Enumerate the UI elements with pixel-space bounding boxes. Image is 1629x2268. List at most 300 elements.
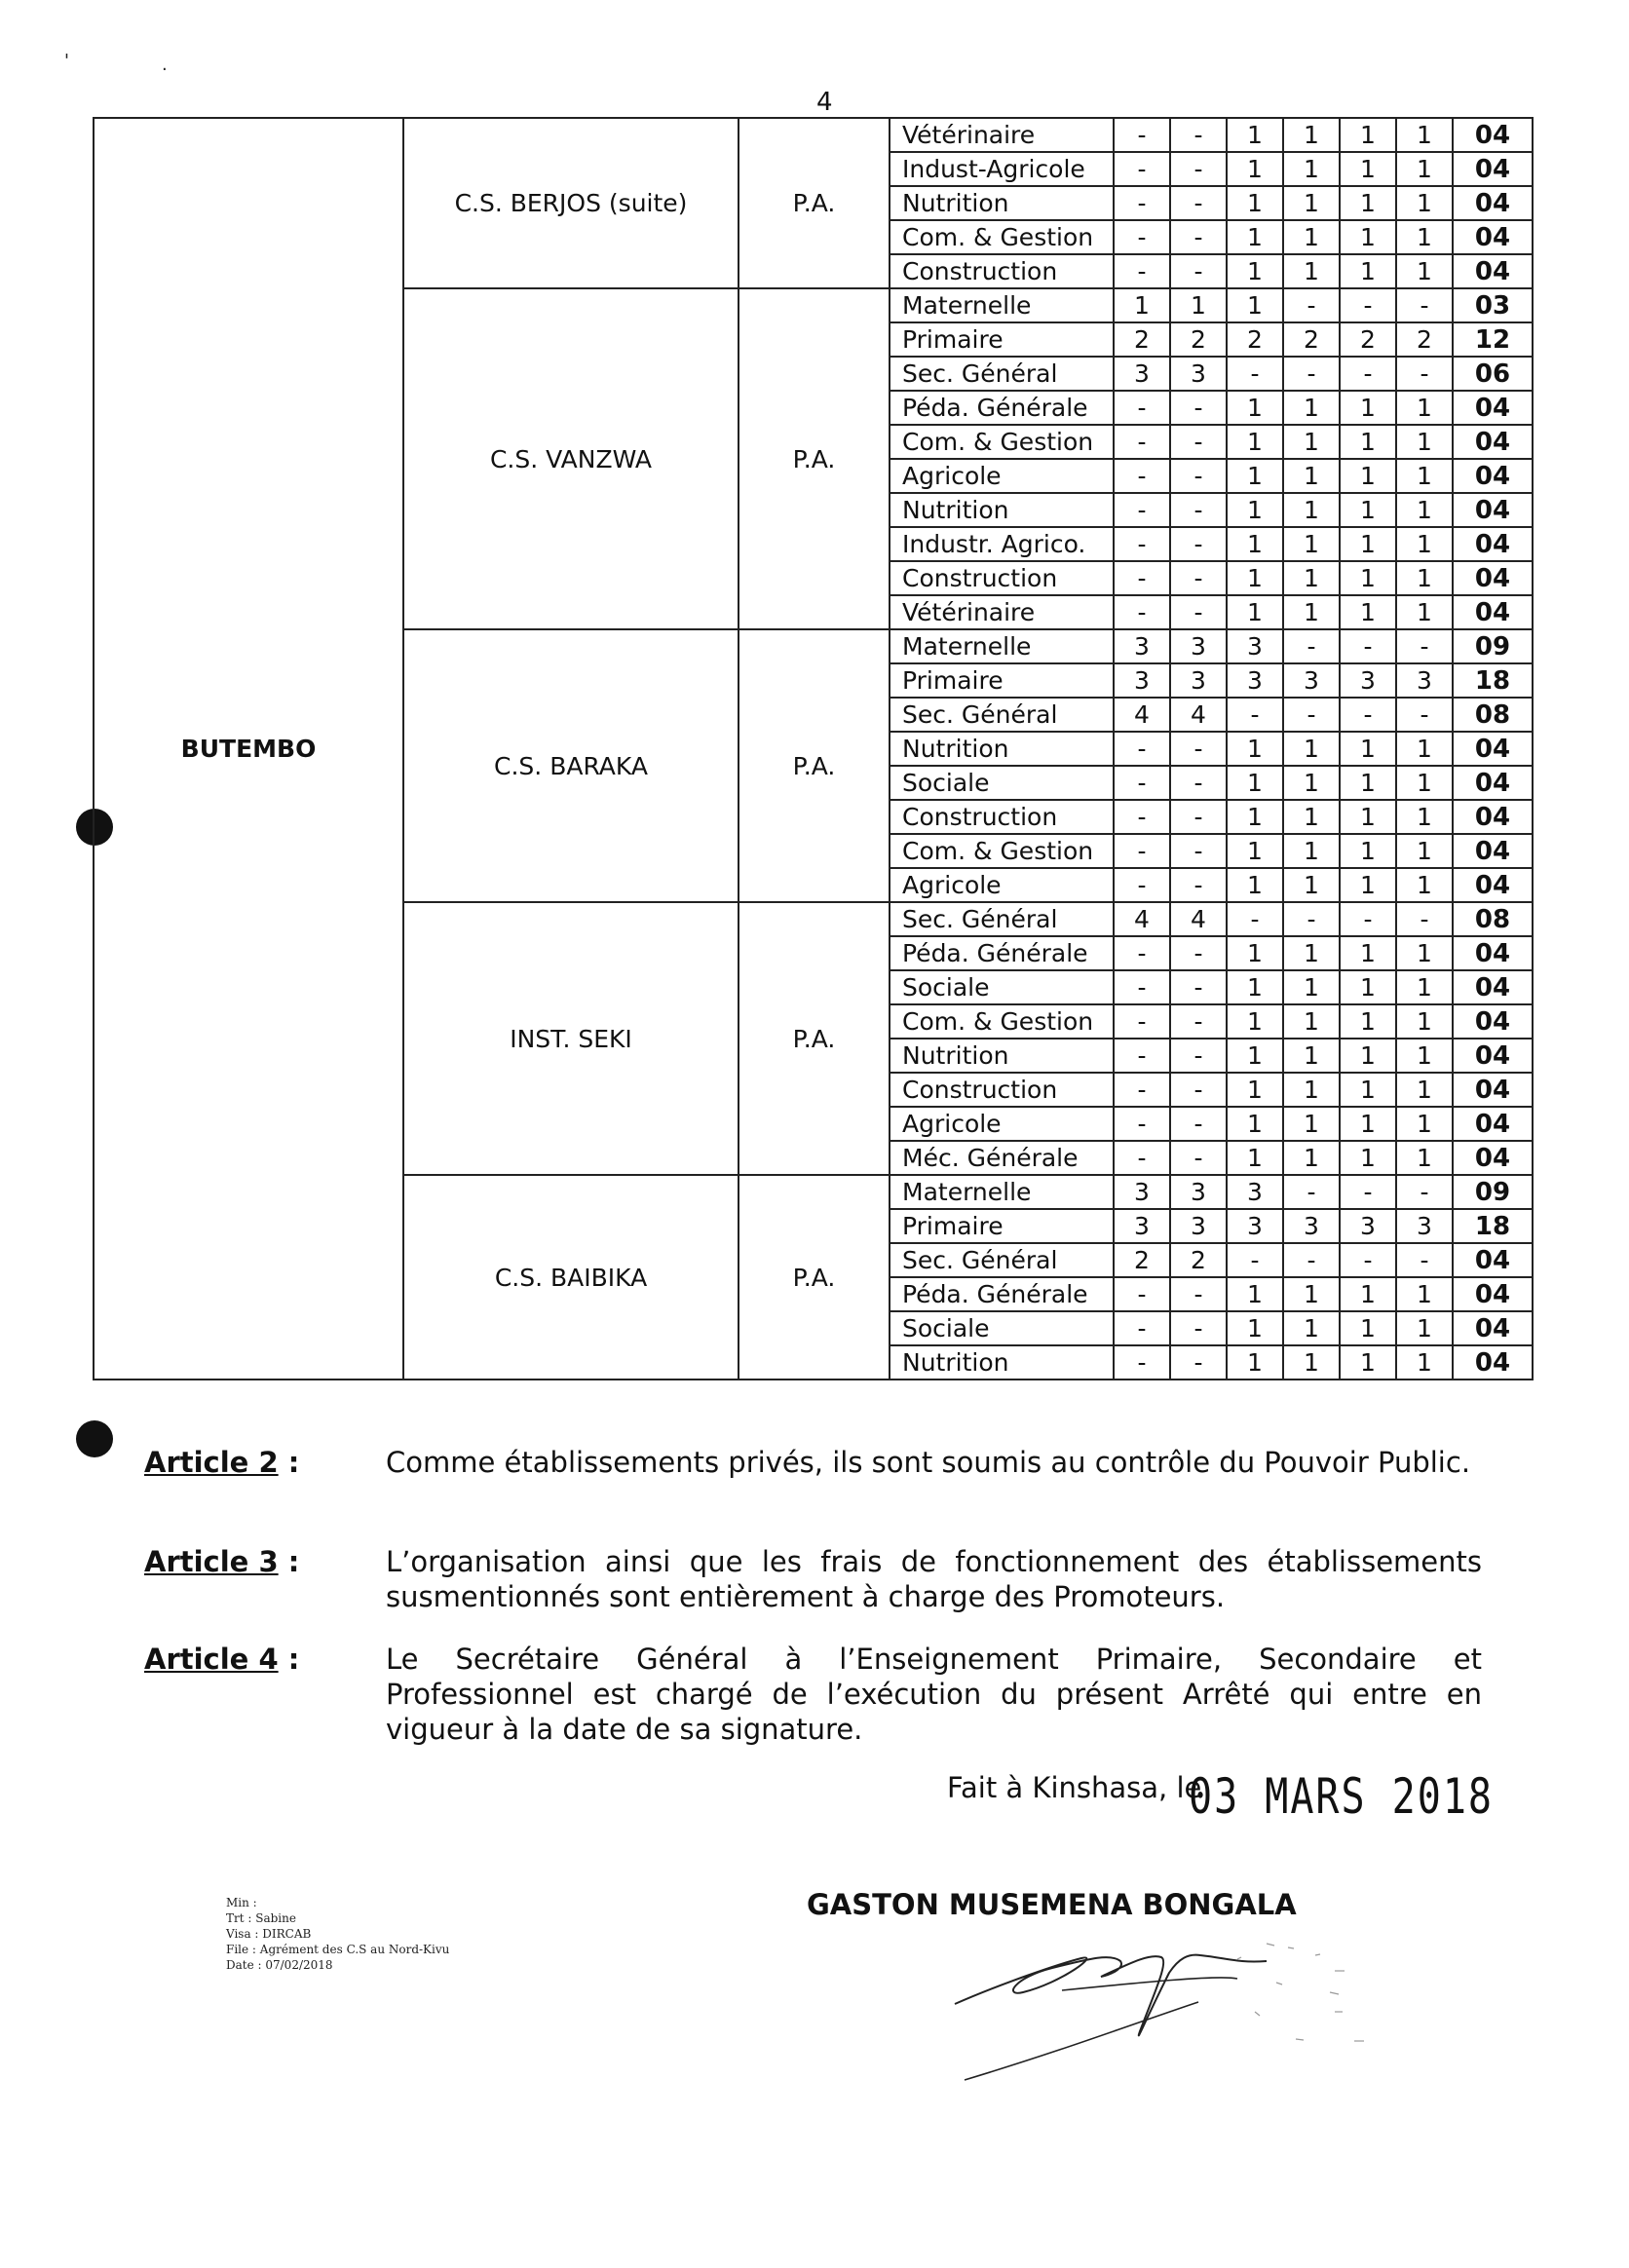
class-count-cell: - xyxy=(1114,425,1170,459)
class-count-cell: 1 xyxy=(1340,493,1396,527)
class-count-cell: 4 xyxy=(1170,698,1227,732)
class-count-cell: 1 xyxy=(1340,254,1396,288)
school-regime: P.A. xyxy=(739,118,890,288)
class-count-cell: 1 xyxy=(1396,459,1453,493)
class-count-cell: - xyxy=(1114,1311,1170,1345)
class-count-cell: 1 xyxy=(1283,254,1340,288)
school-regime: P.A. xyxy=(739,288,890,629)
class-count-cell: - xyxy=(1114,118,1170,152)
class-count-cell: 1 xyxy=(1340,186,1396,220)
class-count-cell: - xyxy=(1114,1345,1170,1380)
class-count-cell: 3 xyxy=(1396,1209,1453,1243)
class-count-cell: 1 xyxy=(1340,1039,1396,1073)
class-count-cell: 1 xyxy=(1340,1073,1396,1107)
section-name: Primaire xyxy=(890,1209,1114,1243)
class-count-cell: - xyxy=(1170,425,1227,459)
class-count-cell: - xyxy=(1340,698,1396,732)
class-count-cell: - xyxy=(1170,732,1227,766)
class-count-cell: 3 xyxy=(1170,357,1227,391)
total-cell: 09 xyxy=(1453,629,1533,663)
class-count-cell: - xyxy=(1170,936,1227,970)
class-count-cell: - xyxy=(1340,902,1396,936)
total-cell: 04 xyxy=(1453,459,1533,493)
class-count-cell: - xyxy=(1227,698,1283,732)
class-count-cell: 1 xyxy=(1283,391,1340,425)
class-count-cell: 1 xyxy=(1340,936,1396,970)
class-count-cell: - xyxy=(1170,220,1227,254)
section-name: Maternelle xyxy=(890,1175,1114,1209)
class-count-cell: 1 xyxy=(1340,1004,1396,1039)
section-name: Construction xyxy=(890,254,1114,288)
class-count-cell: - xyxy=(1283,698,1340,732)
class-count-cell: 1 xyxy=(1396,800,1453,834)
page-number: 4 xyxy=(816,88,833,117)
total-cell: 04 xyxy=(1453,834,1533,868)
class-count-cell: 1 xyxy=(1283,220,1340,254)
section-name: Primaire xyxy=(890,322,1114,357)
class-count-cell: 1 xyxy=(1227,493,1283,527)
footer-line: Visa : DIRCAB xyxy=(226,1927,312,1941)
class-count-cell: - xyxy=(1170,493,1227,527)
total-cell: 04 xyxy=(1453,732,1533,766)
class-count-cell: 1 xyxy=(1227,425,1283,459)
section-name: Construction xyxy=(890,800,1114,834)
class-count-cell: 1 xyxy=(1396,1004,1453,1039)
class-count-cell: - xyxy=(1170,1004,1227,1039)
section-name: Com. & Gestion xyxy=(890,425,1114,459)
class-count-cell: 3 xyxy=(1114,357,1170,391)
section-name: Sec. Général xyxy=(890,1243,1114,1277)
class-count-cell: 1 xyxy=(1227,118,1283,152)
section-name: Nutrition xyxy=(890,493,1114,527)
scan-mark: . xyxy=(162,55,168,75)
class-count-cell: - xyxy=(1170,970,1227,1004)
class-count-cell: 1 xyxy=(1396,936,1453,970)
class-count-cell: - xyxy=(1340,1175,1396,1209)
class-count-cell: 3 xyxy=(1227,629,1283,663)
class-count-cell: 1 xyxy=(1283,1107,1340,1141)
class-count-cell: - xyxy=(1227,1243,1283,1277)
class-count-cell: - xyxy=(1396,357,1453,391)
total-cell: 04 xyxy=(1453,425,1533,459)
signer-name: GASTON MUSEMENA BONGALA xyxy=(807,1888,1297,1921)
school-name: C.S. BARAKA xyxy=(403,629,739,902)
class-count-cell: - xyxy=(1396,629,1453,663)
class-count-cell: - xyxy=(1170,800,1227,834)
class-count-cell: - xyxy=(1114,1277,1170,1311)
class-count-cell: 1 xyxy=(1283,1073,1340,1107)
class-count-cell: 2 xyxy=(1170,1243,1227,1277)
section-name: Sociale xyxy=(890,970,1114,1004)
class-count-cell: - xyxy=(1283,902,1340,936)
class-count-cell: 1 xyxy=(1227,834,1283,868)
total-cell: 04 xyxy=(1453,186,1533,220)
class-count-cell: 3 xyxy=(1396,663,1453,698)
class-count-cell: 1 xyxy=(1396,220,1453,254)
class-count-cell: 1 xyxy=(1283,118,1340,152)
class-count-cell: 1 xyxy=(1170,288,1227,322)
total-cell: 04 xyxy=(1453,868,1533,902)
class-count-cell: - xyxy=(1114,493,1170,527)
class-count-cell: 1 xyxy=(1396,868,1453,902)
class-count-cell: 1 xyxy=(1340,800,1396,834)
total-cell: 04 xyxy=(1453,1107,1533,1141)
class-count-cell: 1 xyxy=(1396,493,1453,527)
class-count-cell: 1 xyxy=(1227,1141,1283,1175)
stamp-trace xyxy=(1237,1944,1364,2041)
class-count-cell: 2 xyxy=(1170,322,1227,357)
total-cell: 04 xyxy=(1453,936,1533,970)
class-count-cell: 3 xyxy=(1227,1209,1283,1243)
class-count-cell: 1 xyxy=(1283,459,1340,493)
total-cell: 04 xyxy=(1453,391,1533,425)
section-name: Sec. Général xyxy=(890,357,1114,391)
class-count-cell: - xyxy=(1170,868,1227,902)
class-count-cell: 1 xyxy=(1283,732,1340,766)
total-cell: 04 xyxy=(1453,595,1533,629)
class-count-cell: 1 xyxy=(1396,1311,1453,1345)
class-count-cell: 1 xyxy=(1227,1277,1283,1311)
total-cell: 08 xyxy=(1453,698,1533,732)
section-name: Construction xyxy=(890,1073,1114,1107)
class-count-cell: 1 xyxy=(1396,595,1453,629)
total-cell: 06 xyxy=(1453,357,1533,391)
section-name: Sec. Général xyxy=(890,698,1114,732)
class-count-cell: - xyxy=(1114,186,1170,220)
class-count-cell: 1 xyxy=(1340,1141,1396,1175)
class-count-cell: - xyxy=(1114,220,1170,254)
class-count-cell: - xyxy=(1114,254,1170,288)
class-count-cell: 1 xyxy=(1396,1073,1453,1107)
section-name: Nutrition xyxy=(890,1039,1114,1073)
class-count-cell: 3 xyxy=(1227,663,1283,698)
article-label: Article 2 : xyxy=(144,1446,300,1479)
total-cell: 03 xyxy=(1453,288,1533,322)
class-count-cell: 1 xyxy=(1227,152,1283,186)
school-regime: P.A. xyxy=(739,1175,890,1380)
class-count-cell: 1 xyxy=(1283,868,1340,902)
class-count-cell: 1 xyxy=(1227,561,1283,595)
class-count-cell: 1 xyxy=(1340,1107,1396,1141)
total-cell: 04 xyxy=(1453,254,1533,288)
section-name: Primaire xyxy=(890,663,1114,698)
handwritten-signature xyxy=(945,1914,1452,2109)
footer-reference xyxy=(226,1895,449,1973)
place-line: Fait à Kinshasa, le xyxy=(947,1771,1202,1804)
class-count-cell: - xyxy=(1114,800,1170,834)
class-count-cell: 1 xyxy=(1340,766,1396,800)
class-count-cell: - xyxy=(1114,868,1170,902)
class-count-cell: 1 xyxy=(1340,1345,1396,1380)
class-count-cell: 3 xyxy=(1283,663,1340,698)
class-count-cell: - xyxy=(1396,288,1453,322)
class-count-cell: 1 xyxy=(1396,254,1453,288)
footer-line: Trt : Sabine xyxy=(226,1911,296,1925)
class-count-cell: - xyxy=(1340,1243,1396,1277)
class-count-cell: - xyxy=(1170,1277,1227,1311)
class-count-cell: - xyxy=(1396,1175,1453,1209)
class-count-cell: - xyxy=(1114,152,1170,186)
section-name: Agricole xyxy=(890,868,1114,902)
class-count-cell: - xyxy=(1114,834,1170,868)
class-count-cell: 1 xyxy=(1114,288,1170,322)
section-name: Com. & Gestion xyxy=(890,220,1114,254)
class-count-cell: - xyxy=(1170,561,1227,595)
class-count-cell: - xyxy=(1283,1243,1340,1277)
class-count-cell: - xyxy=(1170,1141,1227,1175)
class-count-cell: 1 xyxy=(1227,220,1283,254)
class-count-cell: 2 xyxy=(1227,322,1283,357)
section-name: Nutrition xyxy=(890,1345,1114,1380)
total-cell: 04 xyxy=(1453,152,1533,186)
school-regime: P.A. xyxy=(739,629,890,902)
class-count-cell: 1 xyxy=(1396,732,1453,766)
class-count-cell: - xyxy=(1283,288,1340,322)
section-name: Vétérinaire xyxy=(890,118,1114,152)
class-count-cell: 3 xyxy=(1170,629,1227,663)
section-name: Com. & Gestion xyxy=(890,1004,1114,1039)
section-name: Maternelle xyxy=(890,288,1114,322)
class-count-cell: 1 xyxy=(1340,152,1396,186)
class-count-cell: 1 xyxy=(1227,868,1283,902)
class-count-cell: 3 xyxy=(1283,1209,1340,1243)
total-cell: 04 xyxy=(1453,493,1533,527)
class-count-cell: - xyxy=(1283,1175,1340,1209)
class-count-cell: 3 xyxy=(1114,1175,1170,1209)
section-name: Péda. Générale xyxy=(890,1277,1114,1311)
class-count-cell: - xyxy=(1114,527,1170,561)
class-count-cell: - xyxy=(1114,391,1170,425)
class-count-cell: 1 xyxy=(1340,868,1396,902)
footer-line: Min : xyxy=(226,1896,257,1909)
class-count-cell: - xyxy=(1114,936,1170,970)
class-count-cell: 1 xyxy=(1227,1107,1283,1141)
class-count-cell: 1 xyxy=(1227,732,1283,766)
article-2 xyxy=(144,1445,1489,1480)
class-count-cell: 1 xyxy=(1283,970,1340,1004)
class-count-cell: - xyxy=(1114,1073,1170,1107)
class-count-cell: 1 xyxy=(1340,970,1396,1004)
town-name: BUTEMBO xyxy=(94,118,403,1380)
class-count-cell: - xyxy=(1396,1243,1453,1277)
class-count-cell: 1 xyxy=(1340,732,1396,766)
section-name: Industr. Agrico. xyxy=(890,527,1114,561)
class-count-cell: - xyxy=(1170,118,1227,152)
total-cell: 04 xyxy=(1453,527,1533,561)
section-name: Nutrition xyxy=(890,186,1114,220)
section-name: Péda. Générale xyxy=(890,936,1114,970)
class-count-cell: - xyxy=(1170,1039,1227,1073)
article-label: Article 3 : xyxy=(144,1545,300,1578)
total-cell: 04 xyxy=(1453,1277,1533,1311)
school-regime: P.A. xyxy=(739,902,890,1175)
article-label: Article 4 : xyxy=(144,1643,300,1676)
class-count-cell: 1 xyxy=(1227,186,1283,220)
table-row xyxy=(94,118,1533,152)
class-count-cell: - xyxy=(1114,595,1170,629)
class-count-cell: - xyxy=(1283,357,1340,391)
total-cell: 04 xyxy=(1453,800,1533,834)
class-count-cell: 1 xyxy=(1227,595,1283,629)
class-count-cell: 1 xyxy=(1396,1141,1453,1175)
section-name: Maternelle xyxy=(890,629,1114,663)
school-name: C.S. BERJOS (suite) xyxy=(403,118,739,288)
school-name: INST. SEKI xyxy=(403,902,739,1175)
total-cell: 04 xyxy=(1453,1345,1533,1380)
total-cell: 04 xyxy=(1453,1243,1533,1277)
class-count-cell: 1 xyxy=(1227,288,1283,322)
total-cell: 04 xyxy=(1453,766,1533,800)
class-count-cell: - xyxy=(1170,1345,1227,1380)
class-count-cell: 1 xyxy=(1396,1277,1453,1311)
class-count-cell: 1 xyxy=(1340,527,1396,561)
class-count-cell: 1 xyxy=(1396,1107,1453,1141)
class-count-cell: - xyxy=(1114,1039,1170,1073)
section-name: Sociale xyxy=(890,766,1114,800)
class-count-cell: 1 xyxy=(1396,425,1453,459)
class-count-cell: - xyxy=(1170,459,1227,493)
class-count-cell: 1 xyxy=(1396,970,1453,1004)
class-count-cell: 1 xyxy=(1340,391,1396,425)
class-count-cell: 4 xyxy=(1114,698,1170,732)
class-count-cell: 1 xyxy=(1340,425,1396,459)
class-count-cell: 1 xyxy=(1340,1311,1396,1345)
total-cell: 04 xyxy=(1453,1004,1533,1039)
class-count-cell: 1 xyxy=(1396,1039,1453,1073)
schools-table xyxy=(93,117,1534,1380)
class-count-cell: - xyxy=(1227,902,1283,936)
class-count-cell: 1 xyxy=(1340,561,1396,595)
class-count-cell: 2 xyxy=(1114,322,1170,357)
class-count-cell: 1 xyxy=(1340,1277,1396,1311)
class-count-cell: 1 xyxy=(1283,425,1340,459)
class-count-cell: 1 xyxy=(1283,493,1340,527)
class-count-cell: - xyxy=(1170,391,1227,425)
class-count-cell: 3 xyxy=(1340,1209,1396,1243)
section-name: Indust-Agricole xyxy=(890,152,1114,186)
class-count-cell: 1 xyxy=(1340,118,1396,152)
class-count-cell: - xyxy=(1114,1004,1170,1039)
article-text: L’organisation ainsi que les frais de fonctionnement des établissements susmentionnés sont entièrement à charge des Promoteurs. xyxy=(386,1545,1482,1613)
class-count-cell: 3 xyxy=(1114,663,1170,698)
class-count-cell: 1 xyxy=(1227,766,1283,800)
class-count-cell: 1 xyxy=(1227,1039,1283,1073)
class-count-cell: 1 xyxy=(1396,834,1453,868)
class-count-cell: 1 xyxy=(1227,800,1283,834)
class-count-cell: - xyxy=(1170,254,1227,288)
class-count-cell: 1 xyxy=(1283,766,1340,800)
class-count-cell: 1 xyxy=(1283,834,1340,868)
class-count-cell: 4 xyxy=(1170,902,1227,936)
class-count-cell: - xyxy=(1170,1107,1227,1141)
school-name: C.S. BAIBIKA xyxy=(403,1175,739,1380)
class-count-cell: 1 xyxy=(1227,936,1283,970)
total-cell: 04 xyxy=(1453,1311,1533,1345)
class-count-cell: 2 xyxy=(1340,322,1396,357)
class-count-cell: 3 xyxy=(1170,1175,1227,1209)
class-count-cell: 2 xyxy=(1114,1243,1170,1277)
class-count-cell: 1 xyxy=(1227,970,1283,1004)
section-name: Péda. Générale xyxy=(890,391,1114,425)
class-count-cell: - xyxy=(1114,459,1170,493)
section-name: Agricole xyxy=(890,459,1114,493)
section-name: Vétérinaire xyxy=(890,595,1114,629)
punch-hole xyxy=(76,1420,113,1457)
class-count-cell: 3 xyxy=(1170,663,1227,698)
class-count-cell: - xyxy=(1170,834,1227,868)
total-cell: 04 xyxy=(1453,970,1533,1004)
class-count-cell: 1 xyxy=(1227,1004,1283,1039)
total-cell: 04 xyxy=(1453,1039,1533,1073)
class-count-cell: 1 xyxy=(1227,254,1283,288)
class-count-cell: - xyxy=(1227,357,1283,391)
class-count-cell: 1 xyxy=(1340,220,1396,254)
class-count-cell: 1 xyxy=(1283,1311,1340,1345)
class-count-cell: 1 xyxy=(1396,766,1453,800)
scan-mark: ' xyxy=(64,51,69,71)
total-cell: 09 xyxy=(1453,1175,1533,1209)
class-count-cell: 1 xyxy=(1283,1004,1340,1039)
total-cell: 04 xyxy=(1453,561,1533,595)
total-cell: 08 xyxy=(1453,902,1533,936)
class-count-cell: 1 xyxy=(1283,936,1340,970)
article-4 xyxy=(144,1642,1489,1747)
class-count-cell: 1 xyxy=(1283,1039,1340,1073)
class-count-cell: - xyxy=(1170,186,1227,220)
footer-line: File : Agrément des C.S au Nord-Kivu xyxy=(226,1943,450,1956)
class-count-cell: 1 xyxy=(1396,561,1453,595)
class-count-cell: - xyxy=(1170,527,1227,561)
class-count-cell: - xyxy=(1170,152,1227,186)
class-count-cell: - xyxy=(1340,357,1396,391)
class-count-cell: 3 xyxy=(1227,1175,1283,1209)
class-count-cell: 1 xyxy=(1340,459,1396,493)
total-cell: 12 xyxy=(1453,322,1533,357)
class-count-cell: 3 xyxy=(1114,1209,1170,1243)
class-count-cell: 1 xyxy=(1227,1073,1283,1107)
class-count-cell: 1 xyxy=(1283,1345,1340,1380)
article-3 xyxy=(144,1544,1489,1614)
class-count-cell: - xyxy=(1396,698,1453,732)
class-count-cell: 1 xyxy=(1227,1345,1283,1380)
class-count-cell: - xyxy=(1340,629,1396,663)
class-count-cell: - xyxy=(1170,1311,1227,1345)
class-count-cell: - xyxy=(1340,288,1396,322)
class-count-cell: 1 xyxy=(1283,595,1340,629)
class-count-cell: 1 xyxy=(1283,152,1340,186)
school-name: C.S. VANZWA xyxy=(403,288,739,629)
section-name: Nutrition xyxy=(890,732,1114,766)
class-count-cell: 1 xyxy=(1340,834,1396,868)
section-name: Construction xyxy=(890,561,1114,595)
class-count-cell: - xyxy=(1283,629,1340,663)
total-cell: 18 xyxy=(1453,1209,1533,1243)
class-count-cell: 2 xyxy=(1283,322,1340,357)
footer-line: Date : 07/02/2018 xyxy=(226,1958,333,1972)
class-count-cell: - xyxy=(1114,561,1170,595)
class-count-cell: 1 xyxy=(1396,186,1453,220)
class-count-cell: 1 xyxy=(1340,595,1396,629)
class-count-cell: 1 xyxy=(1396,1345,1453,1380)
class-count-cell: 1 xyxy=(1396,118,1453,152)
class-count-cell: 1 xyxy=(1283,527,1340,561)
section-name: Sec. Général xyxy=(890,902,1114,936)
class-count-cell: - xyxy=(1114,1141,1170,1175)
class-count-cell: 1 xyxy=(1227,391,1283,425)
class-count-cell: 1 xyxy=(1227,1311,1283,1345)
total-cell: 04 xyxy=(1453,1073,1533,1107)
class-count-cell: 1 xyxy=(1283,1277,1340,1311)
